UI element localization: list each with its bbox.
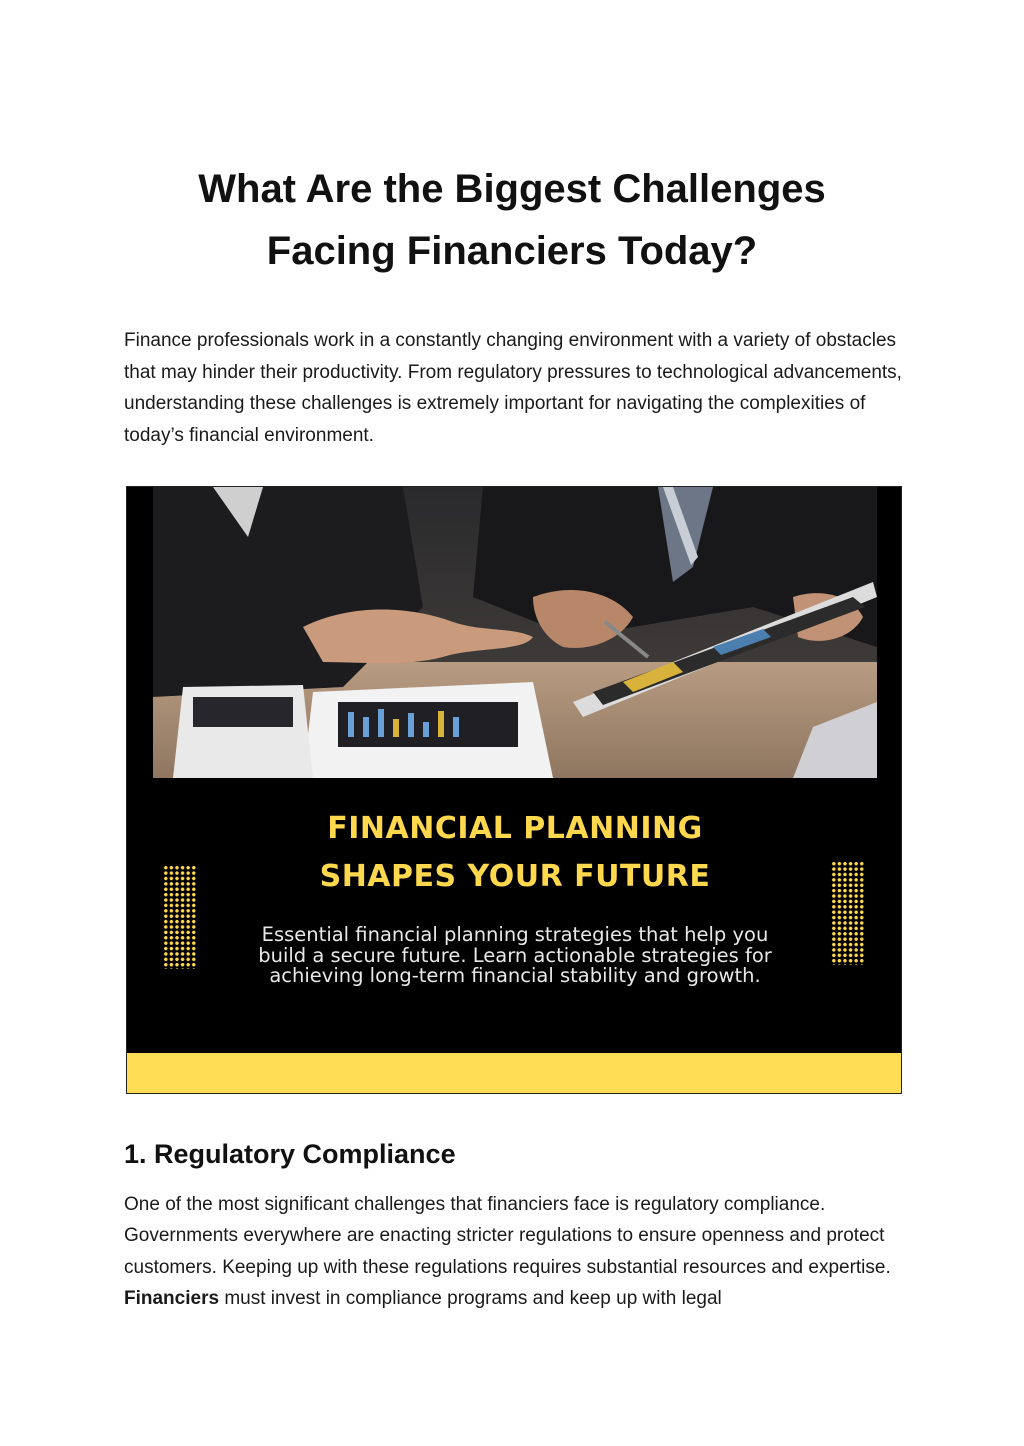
section-paragraph-regulatory-compliance (124, 1189, 914, 1314)
page-title-line-1: What Are the Biggest Challenges (198, 167, 826, 211)
page-title (112, 158, 912, 282)
banner-yellow-bar (127, 1053, 902, 1093)
financial-planning-banner (126, 486, 902, 1094)
banner-subtext: Essential financial planning strategies that help you build a secure future. Learn actionable strategies for achieving long-term financial stability and growth. (258, 923, 772, 987)
section-text-part-1: One of the most significant challenges that financiers face is regulatory compliance. Governments everywhere are enacting stricter regulations to ensure openness and protect customers. Keeping up with these regulations requires substantial resources and expertise. (124, 1194, 891, 1278)
banner-headline (127, 805, 902, 901)
section-text-part-2: must invest in compliance programs and keep up with legal (219, 1287, 722, 1309)
banner-headline-line-2: SHAPES YOUR FUTURE (319, 859, 711, 894)
banner-headline-line-1: FINANCIAL PLANNING (327, 811, 703, 846)
page-title-line-2: Facing Financiers Today? (266, 229, 758, 273)
section-heading-regulatory-compliance: 1. Regulatory Compliance (124, 1139, 456, 1169)
intro-paragraph: Finance professionals work in a constantly changing environment with a variety of obstacles that may hinder their productivity. From regulatory pressures to technological advancements, understanding these challenges is extremely important for navigating the complexities of today’s financial environment. (124, 330, 902, 446)
meeting-illustration (153, 487, 877, 778)
business-meeting-photo (153, 487, 877, 778)
bold-term-financiers: Financiers (124, 1287, 220, 1309)
